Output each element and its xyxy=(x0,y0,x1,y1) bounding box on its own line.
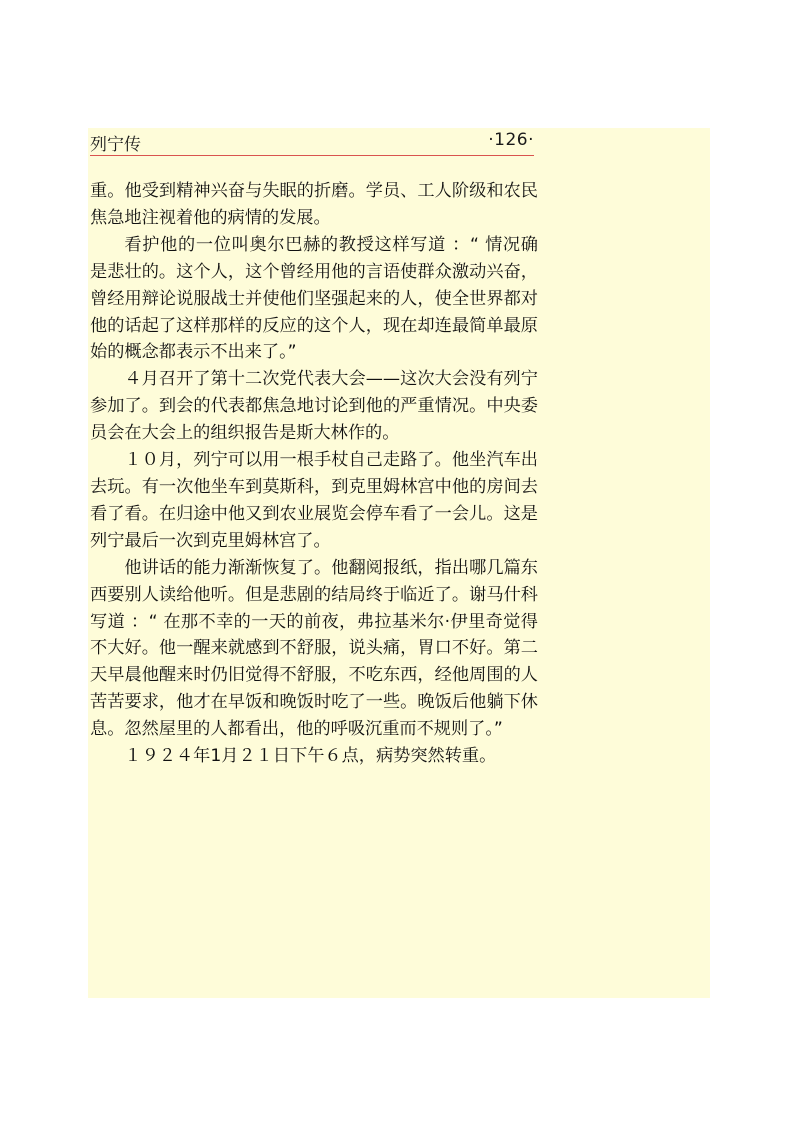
paragraph: ４月召开了第十二次党代表大会——这次大会没有列宁参加了。到会的代表都焦急地讨论到他的严重情况。中央委员会在大会上的组织报告是斯大林作的。 xyxy=(90,369,538,444)
page-number: ·126· xyxy=(488,130,534,150)
page-header xyxy=(90,130,534,155)
paragraph: 看护他的一位叫奥尔巴赫的教授这样写道 ：“ 情况确是悲壮的。这个人，这个曾经用他的言语使群众激动兴奋，曾经用辩论说服战士并使他们坚强起来的人，使全世界都对他的话起了这样那样的反应的这个人，现在却连最简单最原始的概念都表示不出来了。” xyxy=(90,234,538,363)
book-title: 列宁传 xyxy=(90,135,141,155)
paragraph: １９２４年1月２１日下午６点，病势突然转重。 xyxy=(124,746,497,767)
header-divider xyxy=(90,155,534,156)
body-text xyxy=(90,178,538,770)
paragraph: 他讲话的能力渐渐恢复了。他翻阅报纸，指出哪几篇东西要别人读给他听。但是悲剧的结局终于临近了。谢马什科写道 ：“ 在那不幸的一天的前夜，弗拉基米尔·伊里奇觉得不大好。他一醒来就感到不舒服，说头痛，胃口不好。第二天早晨他醒来时仍旧觉得不舒服，不吃东西，经他周围的人苦苦要求，他才在早饭和晚饭时吃了一些。晚饭后他躺下休息。忽然屋里的人都看出，他的呼吸沉重而不规则了。” xyxy=(90,557,538,740)
paragraph: １０月，列宁可以用一根手杖自己走路了。他坐汽车出去玩。有一次他坐车到莫斯科，到克里姆林宫中他的房间去看了看。在归途中他又到农业展览会停车看了一会儿。这是列宁最后一次到克里姆林宫了。 xyxy=(90,450,538,551)
paragraph: 重。他受到精神兴奋与失眠的折磨。学员、工人阶级和农民焦急地注视着他的病情的发展。 xyxy=(90,181,538,228)
